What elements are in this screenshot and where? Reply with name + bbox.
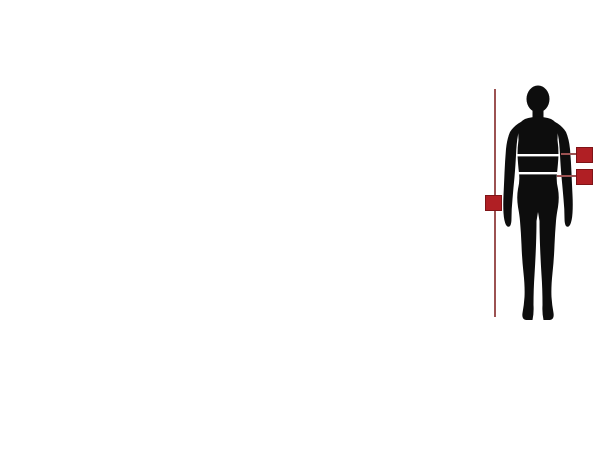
chest-b-badge: [576, 147, 593, 163]
waist-c-badge: [576, 169, 593, 185]
chest-connector-line: [561, 153, 576, 155]
waist-connector-line: [557, 175, 576, 177]
silhouette-torso-legs: [517, 117, 559, 320]
waist-measure-line: [518, 172, 558, 174]
page-title: [8, 64, 22, 80]
chest-measure-line: [516, 154, 560, 156]
male-body-silhouette: [500, 85, 600, 325]
